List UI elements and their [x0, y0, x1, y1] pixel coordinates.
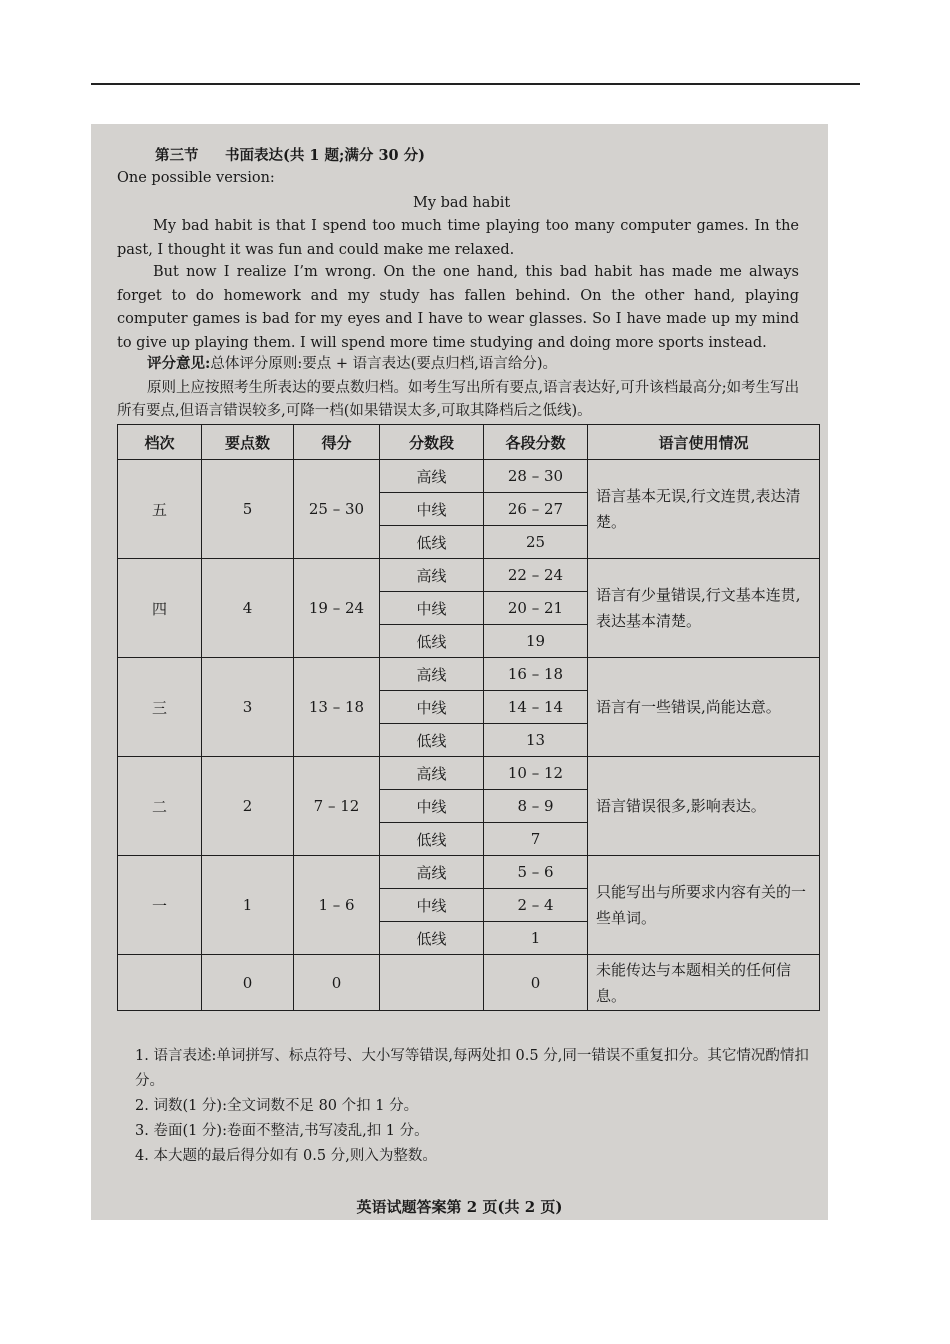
segment-cell: 高线	[380, 460, 484, 493]
segment-cell: 高线	[380, 757, 484, 790]
section-number: 第三节	[155, 147, 199, 164]
language-description-cell: 语言基本无误,行文连贯,表达清楚。	[588, 460, 820, 559]
level-cell: 五	[118, 460, 202, 559]
header-cell: 各段分数	[484, 425, 588, 460]
table-body	[118, 460, 820, 1011]
zero-seg-cell	[380, 955, 484, 1011]
zero-val-cell: 0	[484, 955, 588, 1011]
language-description-cell: 语言错误很多,影响表达。	[588, 757, 820, 856]
note-item: 1. 语言表述:单词拼写、标点符号、大小写等错误,每两处扣 0.5 分,同一错误不重复扣分。其它情况酌情扣分。	[135, 1048, 809, 1089]
essay-title: My bad habit	[413, 195, 511, 211]
table-row	[118, 460, 820, 493]
header-rule	[91, 83, 860, 85]
segment-score-cell: 13	[484, 724, 588, 757]
note-item: 2. 词数(1 分):全文词数不足 80 个扣 1 分。	[135, 1098, 419, 1114]
segment-cell: 高线	[380, 658, 484, 691]
grading-principle: 原则上应按照考生所表达的要点数归档。如考生写出所有要点,语言表达好,可升该档最高分;如考生写出所有要点,但语言错误较多,可降一档(如果错误太多,可取其降档后之低线)。	[117, 380, 800, 419]
score-cell: 25 – 30	[294, 460, 380, 559]
segment-cell: 中线	[380, 889, 484, 922]
zero-points-cell: 0	[202, 955, 294, 1011]
header-cell: 得分	[294, 425, 380, 460]
segment-cell: 高线	[380, 856, 484, 889]
table-row	[118, 757, 820, 790]
level-cell: 一	[118, 856, 202, 955]
segment-score-cell: 14 – 14	[484, 691, 588, 724]
segment-cell: 中线	[380, 592, 484, 625]
segment-score-cell: 1	[484, 922, 588, 955]
table-row-zero	[118, 955, 820, 1011]
grading-label: 评分意见:	[147, 355, 211, 372]
level-cell: 三	[118, 658, 202, 757]
segment-cell: 低线	[380, 724, 484, 757]
segment-score-cell: 20 – 21	[484, 592, 588, 625]
grading-text: 总体评分原则:要点 + 语言表达(要点归档,语言给分)。	[210, 356, 558, 372]
segment-score-cell: 10 – 12	[484, 757, 588, 790]
level-cell: 四	[118, 559, 202, 658]
segment-cell: 中线	[380, 691, 484, 724]
score-cell: 7 – 12	[294, 757, 380, 856]
scanned-page	[91, 124, 828, 1220]
segment-score-cell: 5 – 6	[484, 856, 588, 889]
table-row	[118, 856, 820, 889]
language-description-cell: 语言有少量错误,行文基本连贯,表达基本清楚。	[588, 559, 820, 658]
grading-summary	[147, 354, 557, 374]
table-row	[118, 559, 820, 592]
essay-paragraph-1: My bad habit is that I spend too much time playing too many computer games. In the past, I thought it was fun and could make me relaxed.	[117, 218, 799, 258]
language-description-cell: 只能写出与所要求内容有关的一些单词。	[588, 856, 820, 955]
header-cell: 分数段	[380, 425, 484, 460]
segment-score-cell: 22 – 24	[484, 559, 588, 592]
essay-paragraph-2: But now I realize I’m wrong. On the one hand, this bad habit has made me always forget to do homework and my study has fallen behind. On the other hand, playing computer games is bad for my eyes and I have to wear glasses. So I have made up my mind to give up playing them. I will spend more time studying and doing more sports instead.	[117, 264, 799, 351]
zero-description-cell: 未能传达与本题相关的任何信息。	[588, 955, 820, 1011]
points-cell: 3	[202, 658, 294, 757]
note-item: 4. 本大题的最后得分如有 0.5 分,则入为整数。	[135, 1148, 437, 1164]
segment-score-cell: 16 – 18	[484, 658, 588, 691]
header-cell: 档次	[118, 425, 202, 460]
version-label: One possible version:	[117, 170, 275, 186]
segment-cell: 低线	[380, 922, 484, 955]
segment-score-cell: 8 – 9	[484, 790, 588, 823]
header-cell: 要点数	[202, 425, 294, 460]
segment-cell: 低线	[380, 526, 484, 559]
segment-score-cell: 19	[484, 625, 588, 658]
segment-score-cell: 28 – 30	[484, 460, 588, 493]
section-title: 书面表达(共 1 题;满分 30 分)	[225, 147, 426, 164]
scoring-table	[117, 424, 820, 1011]
table-row	[118, 658, 820, 691]
segment-cell: 中线	[380, 493, 484, 526]
score-cell: 19 – 24	[294, 559, 380, 658]
segment-cell: 高线	[380, 559, 484, 592]
score-cell: 1 – 6	[294, 856, 380, 955]
points-cell: 1	[202, 856, 294, 955]
note-item: 3. 卷面(1 分):卷面不整洁,书写凌乱,扣 1 分。	[135, 1123, 429, 1139]
segment-cell: 低线	[380, 625, 484, 658]
language-description-cell: 语言有一些错误,尚能达意。	[588, 658, 820, 757]
points-cell: 4	[202, 559, 294, 658]
zero-score-cell: 0	[294, 955, 380, 1011]
zero-level-cell	[118, 955, 202, 1011]
segment-score-cell: 7	[484, 823, 588, 856]
header-cell: 语言使用情况	[588, 425, 820, 460]
points-cell: 5	[202, 460, 294, 559]
points-cell: 2	[202, 757, 294, 856]
table-header-row	[118, 425, 820, 460]
segment-cell: 低线	[380, 823, 484, 856]
page-footer: 英语试题答案第 2 页(共 2 页)	[356, 1198, 563, 1216]
segment-score-cell: 25	[484, 526, 588, 559]
segment-score-cell: 2 – 4	[484, 889, 588, 922]
score-cell: 13 – 18	[294, 658, 380, 757]
segment-score-cell: 26 – 27	[484, 493, 588, 526]
level-cell: 二	[118, 757, 202, 856]
notes	[117, 1044, 817, 1169]
segment-cell: 中线	[380, 790, 484, 823]
